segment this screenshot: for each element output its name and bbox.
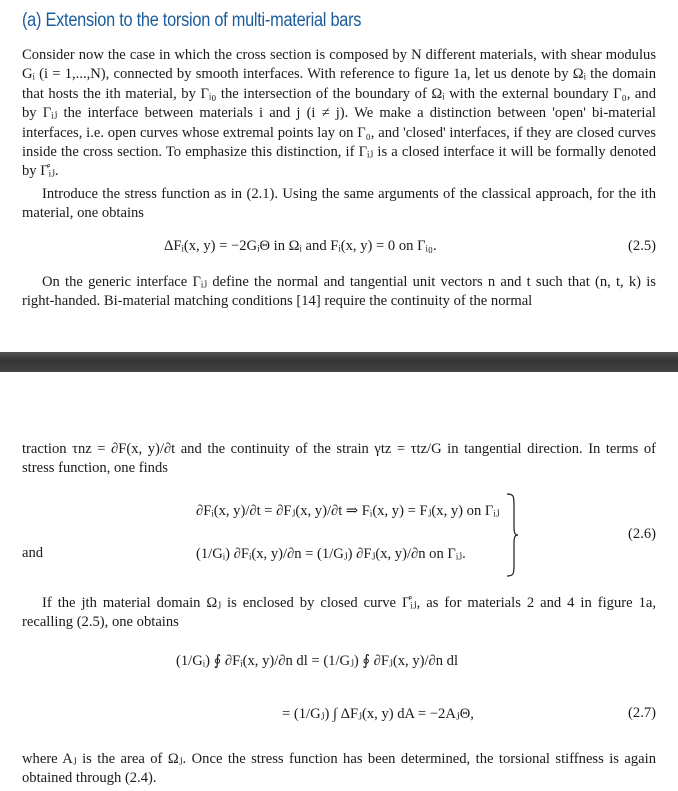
equation-2-7-line2: = (1/Gⱼ) ∫ ΔFⱼ(x, y) dA = −2AⱼΘ, [282,706,474,722]
section-heading: (a) Extension to the torsion of multi-material bars [22,10,362,31]
paragraph-torsional-stiffness: where Aⱼ is the area of Ωⱼ. Once the stress function has been determined, the torsional stiffness is again obtained through (2.4). [22,751,656,787]
equation-2-5: ΔFᵢ(x, y) = −2GᵢΘ in Ωᵢ and Fᵢ(x, y) = 0 on Γᵢ₀. [164,238,437,254]
page-break-divider [0,352,678,372]
equation-2-7-line1: (1/Gᵢ) ∮ ∂Fᵢ(x, y)/∂n dl = (1/Gⱼ) ∮ ∂Fⱼ(x, y)/∂n dl [176,653,459,669]
equation-2-6-line1: ∂Fᵢ(x, y)/∂t = ∂Fⱼ(x, y)/∂t ⇒ Fᵢ(x, y) = Fⱼ(x, y) on Γᵢⱼ [196,503,500,519]
equation-number-2-6: (2.6) [628,526,656,542]
paragraph-stress-function-text: Introduce the stress function as in (2.1). Using the same arguments of the classical approach, for the ith material, one obtains [22,186,656,222]
paragraph-interface [22,273,656,312]
paragraph-materials: Consider now the case in which the cross section is composed by N different materials, with shear modulus Gᵢ (i = 1,...,N), connected by smooth interfaces. With reference to figure 1a, let us denote by Ωᵢ the domain that hosts the ith material, by Γᵢ₀ the intersection of the boundary of Ωᵢ with the external boundary Γ₀, and by Γᵢⱼ the interface between materials i and j (i ≠ j). We make a distinction between 'open' bi-material interfaces, i.e. open curves whose extremal points lay on Γ₀, and 'closed' interfaces, if they are closed curves inside the cross section. To emphasize this distinction, if Γᵢⱼ is a closed interface it will be formally denoted by Γ̊ᵢⱼ. [22,47,656,180]
paragraph-interface-text: On the generic interface Γᵢⱼ define the normal and tangential unit vectors n and t such that (n, t, k) is right-handed. Bi-material matching conditions [14] require the continuity of the normal [22,274,656,310]
equation-number-2-7: (2.7) [628,705,656,721]
paragraph-stress-function [22,185,656,224]
top-page [0,0,678,352]
equation-number-2-5: (2.5) [628,238,656,254]
paragraph-closed-curve [22,594,656,633]
equation-2-6-line2: (1/Gᵢ) ∂Fᵢ(x, y)/∂n = (1/Gⱼ) ∂Fⱼ(x, y)/∂n on Γᵢⱼ. [196,546,466,562]
right-brace-icon [505,493,519,577]
equation-2-6-and: and [22,545,44,561]
paragraph-traction: traction τnz = ∂F(x, y)/∂t and the continuity of the strain γtz = τtz/G in tangential direction. In terms of stress function, one finds [22,441,656,477]
paragraph-closed-curve-text: If the jth material domain Ωⱼ is enclosed by closed curve Γ̊ᵢⱼ, as for materials 2 and 4 in figure 1a, recalling (2.5), one obtains [22,595,656,631]
